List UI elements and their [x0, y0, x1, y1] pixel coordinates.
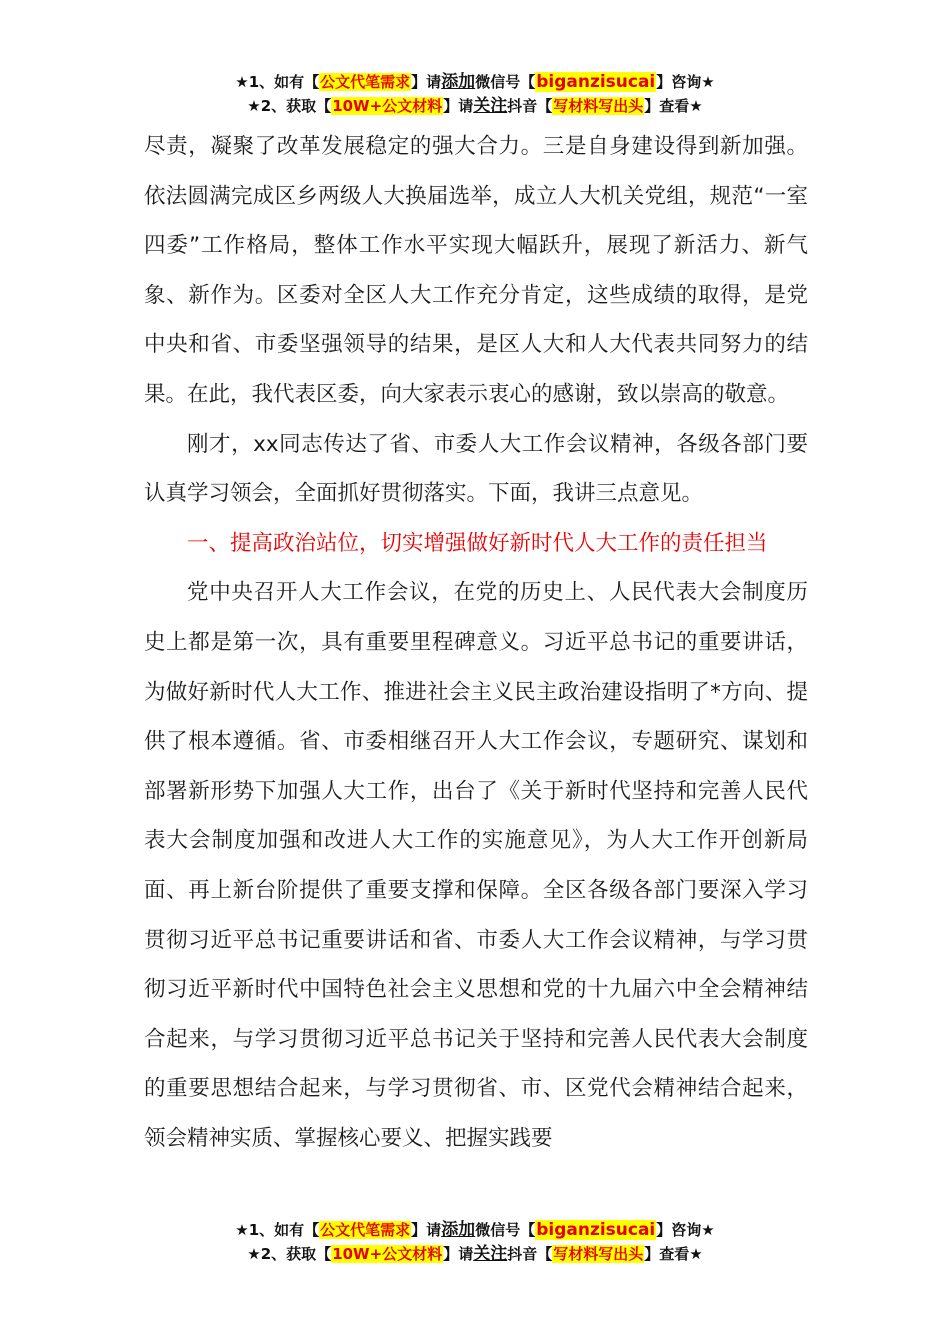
section-heading: 一、提高政治站位，切实增强做好新时代人大工作的责任担当 — [187, 530, 768, 556]
star-icon: ★ — [235, 73, 249, 91]
promo-line-2: ★2、获取【10W+公文材料】请关注抖音【写材料写出头】查看★ — [247, 96, 703, 116]
paragraph-continuation: 尽责，凝聚了改革发展稳定的强大合力。三是自身建设得到新加强。依法圆满完成区乡两级人大换届选举，成立人大机关党组，规范“一室四委”工作格局，整体工作水平实现大幅跃升，展现了新活力、新气象、新作为。区委对全区人大工作充分肯定，这些成绩的取得，是党中央和省、市委坚强领导的结果，是区人大和人大代表共同努力的结果。在此，我代表区委，向大家表示衷心的感谢，致以崇高的敬意。 — [144, 134, 808, 407]
star-icon: ★ — [689, 97, 703, 115]
star-icon: ★ — [689, 1245, 703, 1263]
promo-line-1: ★1、如有【公文代笔需求】请添加微信号【biganzisucai】咨询★ — [235, 72, 715, 92]
promo-banner-bottom — [0, 1218, 950, 1266]
promo-highlight: 10W+公文材料 — [332, 1245, 443, 1263]
promo-highlight-douyin: 写材料写出头 — [553, 1245, 644, 1263]
star-icon: ★ — [235, 1221, 249, 1239]
star-icon: ★ — [701, 73, 715, 91]
star-icon: ★ — [247, 97, 261, 115]
document-body — [144, 122, 808, 1163]
promo-line-2: ★2、获取【10W+公文材料】请关注抖音【写材料写出头】查看★ — [247, 1244, 703, 1264]
promo-highlight-wechat: biganzisucai — [536, 1220, 656, 1240]
promo-highlight: 公文代笔需求 — [320, 73, 411, 91]
star-icon: ★ — [247, 1245, 261, 1263]
promo-highlight: 10W+公文材料 — [332, 97, 443, 115]
promo-highlight-wechat: biganzisucai — [536, 72, 656, 92]
promo-highlight: 公文代笔需求 — [320, 1221, 411, 1239]
promo-line-1: ★1、如有【公文代笔需求】请添加微信号【biganzisucai】咨询★ — [235, 1220, 715, 1240]
promo-banner-top — [0, 70, 950, 118]
promo-highlight-douyin: 写材料写出头 — [553, 97, 644, 115]
paragraph-section-body: 党中央召开人大工作会议，在党的历史上、人民代表大会制度历史上都是第一次，具有重要里程碑意义。习近平总书记的重要讲话，为做好新时代人大工作、推进社会主义民主政治建设指明了*方向、提供了根本遵循。省、市委相继召开人大工作会议，专题研究、谋划和部署新形势下加强人大工作，出台了《关于新时代坚持和完善人民代表大会制度加强和改进人大工作的实施意见》，为人大工作开创新局面、再上新台阶提供了重要支撑和保障。全区各级各部门要深入学习贯彻习近平总书记重要讲话和省、市委人大工作会议精神，与学习贯彻习近平新时代中国特色社会主义思想和党的十九届六中全会精神结合起来，与学习贯彻习近平总书记关于坚持和完善人民代表大会制度的重要思想结合起来，与学习贯彻省、市、区党代会精神结合起来，领会精神实质、掌握核心要义、把握实践要 — [144, 580, 808, 1151]
star-icon: ★ — [701, 1221, 715, 1239]
paragraph-intro: 刚才，xx同志传达了省、市委人大工作会议精神，各级各部门要认真学习领会，全面抓好贯彻落实。下面，我讲三点意见。 — [144, 431, 808, 507]
